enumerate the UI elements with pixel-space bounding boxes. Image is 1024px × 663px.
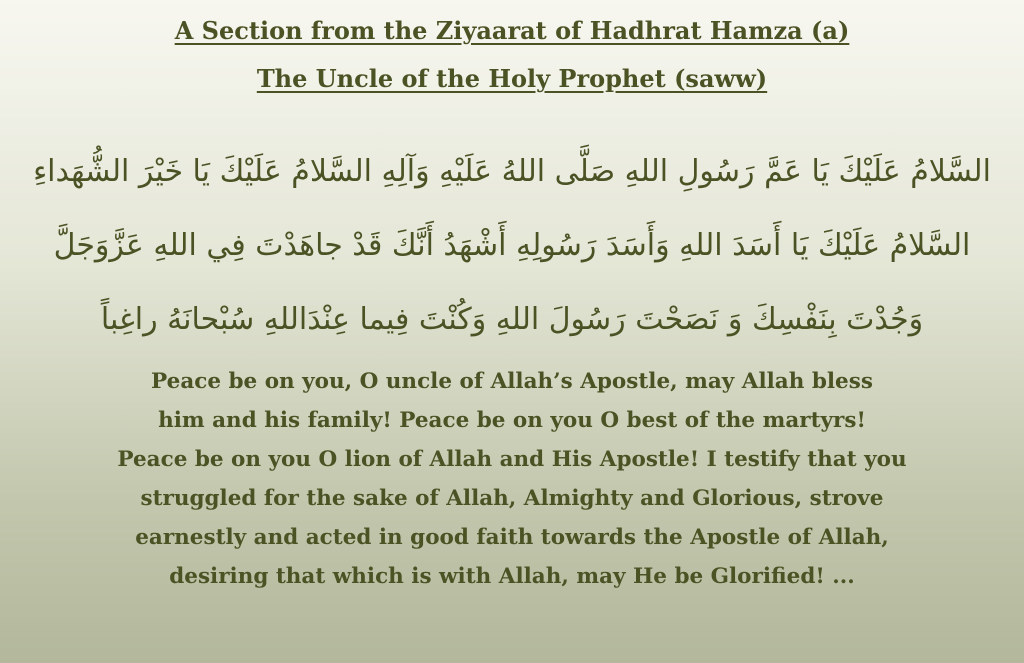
english-line-2: him and his family! Peace be on you O best of the martyrs! bbox=[158, 408, 866, 433]
page-title bbox=[0, 16, 1024, 46]
arabic-text-block bbox=[12, 135, 1012, 357]
english-line-1: Peace be on you, O uncle of Allah’s Apostle, may Allah bless bbox=[151, 369, 873, 394]
arabic-line-1: السَّلامُ عَلَيْكَ يَا عَمَّ رَسُولِ اللهِ صَلَّى اللهُ عَلَيْهِ وَآلِهِ السَّلامُ عَلَيْكَ يَا خَيْرَ الشُّهَداءِ bbox=[33, 154, 991, 189]
arabic-line-2: السَّلامُ عَلَيْكَ يَا أَسَدَ اللهِ وَأَسَدَ رَسُولِهِ أَشْهَدُ أَنَّكَ قَدْ جاهَدْتَ فِي اللهِ عَزَّوَجَلَّ bbox=[53, 228, 971, 263]
english-translation-block bbox=[0, 362, 1024, 596]
title-line-2: The Uncle of the Holy Prophet (saww) bbox=[256, 64, 768, 93]
english-line-6: desiring that which is with Allah, may He be Glorified! ... bbox=[169, 564, 855, 589]
english-line-3: Peace be on you O lion of Allah and His Apostle! I testify that you bbox=[117, 447, 907, 472]
page-subtitle bbox=[0, 64, 1024, 94]
title-line-1: A Section from the Ziyaarat of Hadhrat Hamza (a) bbox=[174, 16, 850, 45]
english-line-4: struggled for the sake of Allah, Almighty and Glorious, strove bbox=[140, 486, 884, 511]
title-block bbox=[0, 16, 1024, 112]
arabic-line-3: وَجُدْتَ بِنَفْسِكَ وَ نَصَحْتَ رَسُولَ اللهِ وَكُنْتَ فِيما عِنْدَاللهِ سُبْحانَهُ راغِباً bbox=[100, 302, 924, 337]
english-line-5: earnestly and acted in good faith towards the Apostle of Allah, bbox=[135, 525, 889, 550]
